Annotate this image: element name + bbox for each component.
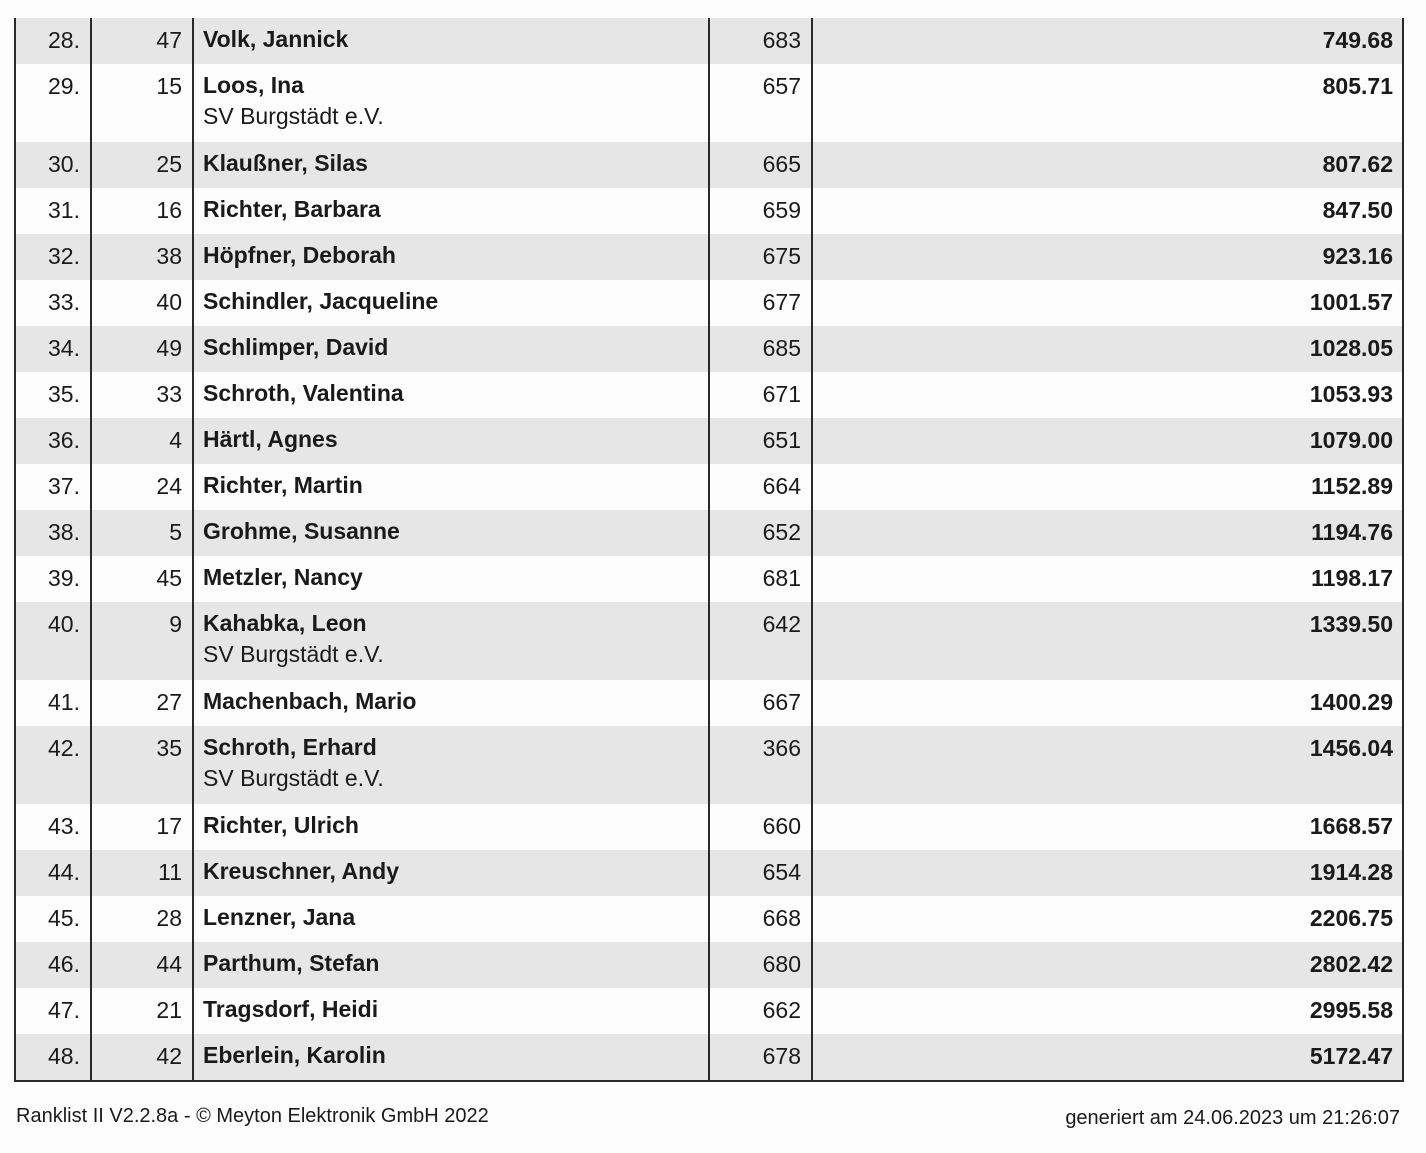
result-value-cell: 847.50: [1322, 197, 1393, 223]
id-number-cell: 681: [710, 556, 813, 602]
start-number-cell: 25: [92, 142, 194, 188]
table-row: [16, 850, 1402, 896]
rank-cell: 29.: [16, 64, 92, 142]
result-value-cell: 1198.17: [1311, 565, 1393, 591]
rank-cell: 36.: [16, 418, 92, 464]
table-row: [16, 556, 1402, 602]
name-cell: [194, 942, 710, 988]
participant-name: Kahabka, Leon: [203, 610, 367, 636]
table-row: [16, 602, 1402, 680]
name-cell: [194, 556, 710, 602]
name-cell: [194, 418, 710, 464]
start-number-cell: 40: [92, 280, 194, 326]
start-number-cell: 38: [92, 234, 194, 280]
name-cell: [194, 804, 710, 850]
start-number-cell: 21: [92, 988, 194, 1034]
start-number-cell: 11: [92, 850, 194, 896]
participant-name: Schroth, Erhard: [203, 734, 377, 760]
id-number-cell: 651: [710, 418, 813, 464]
rank-cell: 35.: [16, 372, 92, 418]
rank-cell: 46.: [16, 942, 92, 988]
name-cell: [194, 372, 710, 418]
rank-cell: 33.: [16, 280, 92, 326]
result-value-cell: 1914.28: [1309, 859, 1393, 885]
result-value-cell: 1668.57: [1309, 813, 1393, 839]
id-number-cell: 667: [710, 680, 813, 726]
name-cell: [194, 680, 710, 726]
table-row: [16, 726, 1402, 804]
participant-name: Schindler, Jacqueline: [203, 288, 439, 314]
start-number-cell: 24: [92, 464, 194, 510]
rank-cell: 32.: [16, 234, 92, 280]
result-value-cell: 923.16: [1322, 243, 1393, 269]
name-cell: [194, 64, 710, 142]
start-number-cell: 4: [92, 418, 194, 464]
result-value-cell: 1028.05: [1309, 335, 1393, 361]
table-row: [16, 510, 1402, 556]
rank-cell: 41.: [16, 680, 92, 726]
participant-name: Lenzner, Jana: [203, 904, 356, 930]
result-value-cell: 807.62: [1322, 151, 1393, 177]
name-cell: [194, 510, 710, 556]
start-number-cell: 16: [92, 188, 194, 234]
name-cell: [194, 18, 710, 64]
result-value-cell: 1001.57: [1309, 289, 1393, 315]
id-number-cell: 685: [710, 326, 813, 372]
start-number-cell: 45: [92, 556, 194, 602]
footer-software-credit: Ranklist II V2.2.8a - © Meyton Elektronik GmbH 2022: [16, 1105, 489, 1127]
start-number-cell: 15: [92, 64, 194, 142]
name-cell: [194, 1034, 710, 1080]
rank-cell: 45.: [16, 896, 92, 942]
rank-cell: 28.: [16, 18, 92, 64]
start-number-cell: 5: [92, 510, 194, 556]
participant-name: Richter, Ulrich: [203, 812, 359, 838]
rank-cell: 30.: [16, 142, 92, 188]
start-number-cell: 17: [92, 804, 194, 850]
table-row: [16, 1034, 1402, 1080]
result-value-cell: 749.68: [1322, 27, 1393, 53]
rank-cell: 43.: [16, 804, 92, 850]
start-number-cell: 49: [92, 326, 194, 372]
result-value-cell: 1400.29: [1309, 689, 1393, 715]
participant-name: Härtl, Agnes: [203, 426, 338, 452]
start-number-cell: 27: [92, 680, 194, 726]
table-row: [16, 64, 1402, 142]
id-number-cell: 662: [710, 988, 813, 1034]
id-number-cell: 683: [710, 18, 813, 64]
name-cell: [194, 850, 710, 896]
result-value-cell: 1194.76: [1311, 519, 1393, 545]
participant-name: Richter, Barbara: [203, 196, 381, 222]
rank-cell: 42.: [16, 726, 92, 804]
id-number-cell: 659: [710, 188, 813, 234]
participant-name: Loos, Ina: [203, 72, 304, 98]
participant-name: Parthum, Stefan: [203, 950, 380, 976]
rank-cell: 37.: [16, 464, 92, 510]
table-row: [16, 418, 1402, 464]
id-number-cell: 668: [710, 896, 813, 942]
id-number-cell: 680: [710, 942, 813, 988]
rank-cell: 48.: [16, 1034, 92, 1080]
table-row: [16, 280, 1402, 326]
table-row: [16, 942, 1402, 988]
table-row: [16, 18, 1402, 64]
rank-cell: 31.: [16, 188, 92, 234]
club-name: SV Burgstädt e.V.: [203, 641, 384, 667]
start-number-cell: 47: [92, 18, 194, 64]
participant-name: Kreuschner, Andy: [203, 858, 399, 884]
name-cell: [194, 234, 710, 280]
table-row: [16, 326, 1402, 372]
result-value-cell: 805.71: [1322, 73, 1393, 99]
start-number-cell: 9: [92, 602, 194, 680]
participant-name: Eberlein, Karolin: [203, 1042, 386, 1068]
id-number-cell: 671: [710, 372, 813, 418]
id-number-cell: 677: [710, 280, 813, 326]
result-value-cell: 1152.89: [1311, 473, 1393, 499]
participant-name: Schroth, Valentina: [203, 380, 404, 406]
result-value-cell: 5172.47: [1309, 1043, 1393, 1069]
name-cell: [194, 726, 710, 804]
participant-name: Klaußner, Silas: [203, 150, 368, 176]
participant-name: Richter, Martin: [203, 472, 363, 498]
rank-cell: 44.: [16, 850, 92, 896]
name-cell: [194, 988, 710, 1034]
rank-cell: 47.: [16, 988, 92, 1034]
table-row: [16, 234, 1402, 280]
id-number-cell: 665: [710, 142, 813, 188]
rank-cell: 40.: [16, 602, 92, 680]
footer-generated-timestamp: generiert am 24.06.2023 um 21:26:07: [1065, 1107, 1400, 1129]
name-cell: [194, 188, 710, 234]
table-row: [16, 804, 1402, 850]
id-number-cell: 366: [710, 726, 813, 804]
participant-name: Metzler, Nancy: [203, 564, 363, 590]
participant-name: Grohme, Susanne: [203, 518, 400, 544]
table-row: [16, 680, 1402, 726]
table-row: [16, 896, 1402, 942]
id-number-cell: 642: [710, 602, 813, 680]
id-number-cell: 652: [710, 510, 813, 556]
id-number-cell: 678: [710, 1034, 813, 1080]
start-number-cell: 44: [92, 942, 194, 988]
result-value-cell: 1339.50: [1309, 611, 1393, 637]
rank-cell: 38.: [16, 510, 92, 556]
result-value-cell: 1456.04: [1309, 735, 1393, 761]
start-number-cell: 28: [92, 896, 194, 942]
table-row: [16, 988, 1402, 1034]
rank-cell: 34.: [16, 326, 92, 372]
club-name: SV Burgstädt e.V.: [203, 765, 384, 791]
table-row: [16, 188, 1402, 234]
club-name: SV Burgstädt e.V.: [203, 103, 384, 129]
start-number-cell: 33: [92, 372, 194, 418]
result-value-cell: 2802.42: [1309, 951, 1393, 977]
id-number-cell: 657: [710, 64, 813, 142]
id-number-cell: 664: [710, 464, 813, 510]
name-cell: [194, 896, 710, 942]
id-number-cell: 654: [710, 850, 813, 896]
participant-name: Machenbach, Mario: [203, 688, 417, 714]
table-row: [16, 372, 1402, 418]
ranklist-table: [14, 18, 1404, 1082]
participant-name: Volk, Jannick: [203, 26, 349, 52]
participant-name: Tragsdorf, Heidi: [203, 996, 379, 1022]
table-row: [16, 464, 1402, 510]
name-cell: [194, 602, 710, 680]
result-value-cell: 2995.58: [1309, 997, 1393, 1023]
participant-name: Höpfner, Deborah: [203, 242, 396, 268]
table-row: [16, 142, 1402, 188]
rank-cell: 39.: [16, 556, 92, 602]
start-number-cell: 42: [92, 1034, 194, 1080]
name-cell: [194, 326, 710, 372]
id-number-cell: 675: [710, 234, 813, 280]
name-cell: [194, 142, 710, 188]
name-cell: [194, 280, 710, 326]
name-cell: [194, 464, 710, 510]
participant-name: Schlimper, David: [203, 334, 389, 360]
result-value-cell: 1079.00: [1309, 427, 1393, 453]
result-value-cell: 1053.93: [1309, 381, 1393, 407]
start-number-cell: 35: [92, 726, 194, 804]
result-value-cell: 2206.75: [1309, 905, 1393, 931]
id-number-cell: 660: [710, 804, 813, 850]
